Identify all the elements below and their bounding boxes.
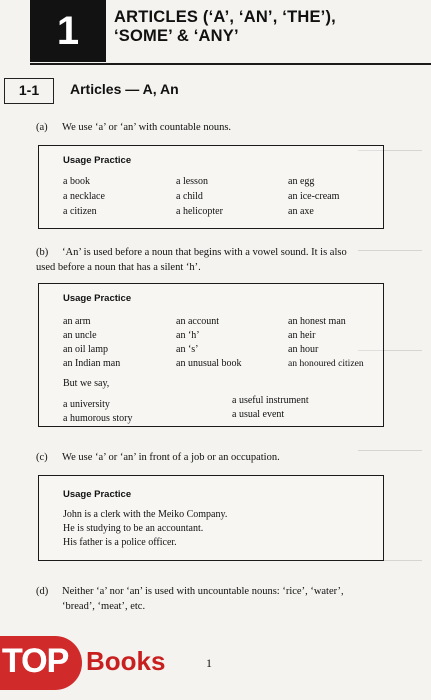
example-phrase: an honest man: [288, 316, 346, 327]
example-sentence: His father is a police officer.: [63, 537, 177, 548]
paragraph-text: [62, 584, 344, 614]
example-phrase: an oil lamp: [63, 344, 108, 355]
example-phrase: a helicopter: [176, 206, 223, 217]
example-phrase: an ‘s’: [176, 344, 199, 355]
example-phrase: an egg: [288, 176, 315, 187]
example-phrase: an ‘h’: [176, 330, 200, 341]
usage-practice-title: Usage Practice: [63, 293, 132, 304]
topbooks-watermark-logo: [0, 636, 185, 700]
paragraph-marker: (c): [36, 452, 48, 463]
usage-practice-box-1: [38, 145, 384, 229]
example-phrase: an uncle: [63, 330, 97, 341]
paragraph-line: Neither ‘a’ nor ‘an’ is used with uncountable nouns: ‘rice’, ‘water’,: [62, 586, 344, 597]
paragraph-text: We use ‘a’ or ‘an’ with countable nouns.: [62, 122, 232, 133]
chapter-title: [114, 8, 424, 46]
example-phrase: a book: [63, 176, 90, 187]
section-number: 1-1: [4, 78, 54, 104]
header-rule: [30, 63, 431, 65]
paragraph-line: ‘bread’, ‘meat’, etc.: [62, 601, 146, 612]
usage-practice-box-2: [38, 283, 384, 427]
paragraph-text: [36, 245, 347, 275]
usage-practice-box-3: [38, 475, 384, 561]
example-phrase: an Indian man: [63, 358, 121, 369]
example-phrase: an ice-cream: [288, 191, 340, 202]
chapter-number: 1: [30, 0, 106, 62]
example-phrase: an heir: [288, 330, 316, 341]
example-phrase: an unusual book: [176, 358, 242, 369]
paragraph-text: We use ‘a’ or ‘an’ in front of a job or an occupation.: [62, 452, 280, 463]
example-phrase: an hour: [288, 344, 319, 355]
example-phrase: an axe: [288, 206, 314, 217]
example-phrase: a humorous story: [63, 413, 133, 424]
paragraph-marker: (d): [36, 586, 49, 597]
chapter-title-line-2: ‘SOME’ & ‘ANY’: [114, 27, 239, 45]
example-phrase: a usual event: [232, 409, 285, 420]
bleed-through-line: [358, 450, 422, 451]
section-title: Articles — A, An: [70, 81, 179, 97]
example-phrase: a child: [176, 191, 203, 202]
example-phrase: a citizen: [63, 206, 97, 217]
paragraph-line: ‘An’ is used before a noun that begins with a vowel sound. It is also: [62, 247, 347, 258]
example-phrase: a useful instrument: [232, 395, 309, 406]
example-phrase: a necklace: [63, 191, 105, 202]
usage-practice-title: Usage Practice: [63, 155, 132, 166]
example-sentence: John is a clerk with the Meiko Company.: [63, 509, 228, 520]
example-phrase: an account: [176, 316, 220, 327]
example-phrase: a university: [63, 399, 110, 410]
usage-practice-title: Usage Practice: [63, 489, 132, 500]
paragraph-marker: (a): [36, 122, 48, 133]
example-phrase: a lesson: [176, 176, 208, 187]
paragraph-line: used before a noun that has a silent ‘h’.: [36, 262, 201, 273]
but-we-say-label: But we say,: [63, 378, 110, 389]
logo-top-text: TOP: [2, 642, 69, 680]
bleed-through-line: [358, 250, 422, 251]
example-phrase: an arm: [63, 316, 91, 327]
page-number: 1: [206, 656, 212, 670]
example-sentence: He is studying to be an accountant.: [63, 523, 204, 534]
logo-books-text: Books: [86, 646, 166, 676]
example-phrase: an honoured citizen: [288, 358, 364, 369]
paragraph-marker: (b): [36, 247, 49, 258]
chapter-title-line-1: ARTICLES (‘A’, ‘AN’, ‘THE’),: [114, 8, 336, 26]
